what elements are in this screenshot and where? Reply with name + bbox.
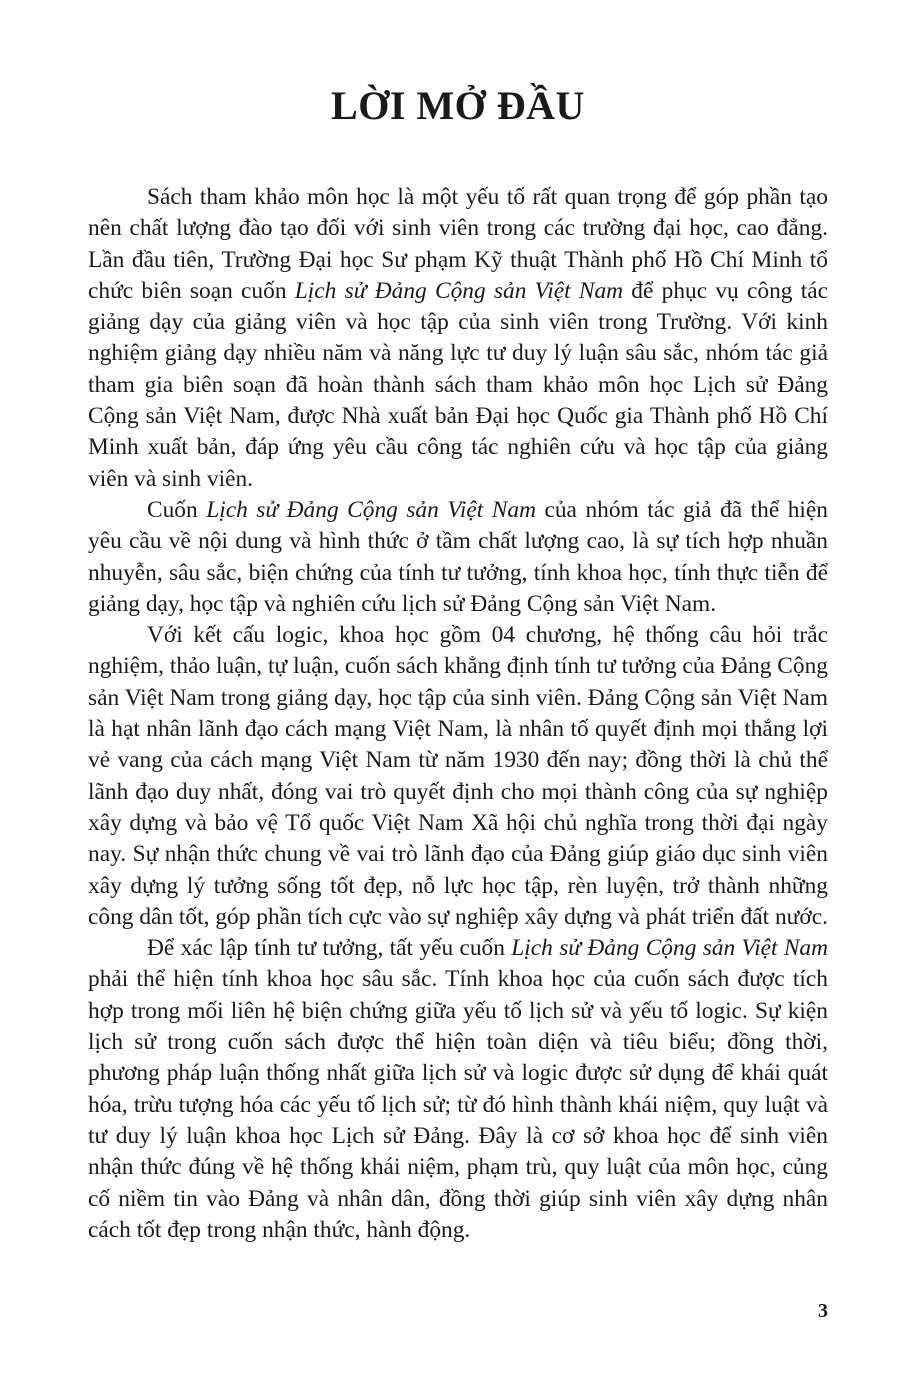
paragraph-3-text: Với kết cấu logic, khoa học gồm 04 chương, hệ thống câu hỏi trắc nghiệm, thảo luận, tự luận, cuốn sách khẳng định tính tư tưởng của Đảng Cộng sản Việt Nam trong giảng dạy, học tập của sinh viên. Đảng Cộng sản Việt Nam là hạt nhân lãnh đạo cách mạng Việt Nam, là nhân tố quyết định mọi thắng lợi vẻ vang của cách mạng Việt Nam từ năm 1930 đến nay; đồng thời là chủ thể lãnh đạo duy nhất, đóng vai trò quyết định cho mọi thành công của sự nghiệp xây dựng và bảo vệ Tổ quốc Việt Nam Xã hội chủ nghĩa trong thời đại ngày nay. Sự nhận thức chung về vai trò lãnh đạo của Đảng giúp giáo dục sinh viên xây dựng lý tưởng sống tốt đẹp, nỗ lực học tập, rèn luyện, trở thành những công dân tốt, góp phần tích cực vào sự nghiệp xây dựng và phát triển đất nước. <box>88 622 828 930</box>
paragraph-2 <box>88 495 828 620</box>
book-title-italic: Lịch sử Đảng Cộng sản Việt Nam <box>206 496 536 523</box>
paragraph-3 <box>88 620 828 933</box>
paragraph-1-text-b: để phục vụ công tác giảng dạy của giảng viên và học tập của sinh viên trong Trường. Với kinh nghiệm giảng dạy nhiều năm và năng lực tư duy lý luận sâu sắc, nhóm tác giả tham gia biên soạn đã hoàn thành sách tham khảo môn học Lịch sử Đảng Cộng sản Việt Nam, được Nhà xuất bản Đại học Quốc gia Thành phố Hồ Chí Minh xuất bản, đáp ứng yêu cầu công tác nghiên cứu và học tập của giảng viên và sinh viên. <box>88 277 828 492</box>
book-title-italic: Lịch sử Đảng Cộng sản Việt Nam <box>294 277 624 304</box>
paragraph-1-text-a: Sách tham khảo môn học là một yếu tố rất quan trọng để góp phần tạo nên chất lượng đào tạo đối với sinh viên trong các trường đại học, cao đẳng. Lần đầu tiên, Trường Đại học Sư phạm Kỹ thuật Thành phố Hồ Chí Minh tổ chức biên soạn cuốn <box>88 184 828 304</box>
paragraph-4-text-a: Để xác lập tính tư tưởng, tất yếu cuốn <box>147 935 512 962</box>
page-title: LỜI MỞ ĐẦU <box>331 83 585 128</box>
page-number: 3 <box>818 1300 828 1322</box>
book-title-italic: Lịch sử Đảng Cộng sản Việt Nam <box>511 935 829 962</box>
paragraph-1 <box>88 182 828 495</box>
body-text <box>88 182 828 1246</box>
book-page <box>88 0 828 1388</box>
paragraph-2-text-a: Cuốn <box>147 496 207 523</box>
paragraph-4-text-b: phải thể hiện tính khoa học sâu sắc. Tính khoa học của cuốn sách được tích hợp trong mối liên hệ biện chứng giữa yếu tố lịch sử và yếu tố logic. Sự kiện lịch sử trong cuốn sách được thể hiện toàn diện và tiêu biểu; đồng thời, phương pháp luận thống nhất giữa lịch sử và logic được sử dụng để khái quát hóa, trừu tượng hóa các yếu tố lịch sử; từ đó hình thành khái niệm, quy luật và tư duy lý luận khoa học Lịch sử Đảng. Đây là cơ sở khoa học để sinh viên nhận thức đúng về hệ thống khái niệm, phạm trù, quy luật của môn học, củng cố niềm tin vào Đảng và nhân dân, đồng thời giúp sinh viên xây dựng nhân cách tốt đẹp trong nhận thức, hành động. <box>88 966 828 1243</box>
paragraph-4 <box>88 933 828 1246</box>
paragraph-2-text-b: của nhóm tác giả đã thể hiện yêu cầu về nội dung và hình thức ở tầm chất lượng cao, là sự tích hợp nhuần nhuyễn, sâu sắc, biện chứng của tính tư tưởng, tính khoa học, tính thực tiễn để giảng dạy, học tập và nghiên cứu lịch sử Đảng Cộng sản Việt Nam. <box>88 496 829 617</box>
